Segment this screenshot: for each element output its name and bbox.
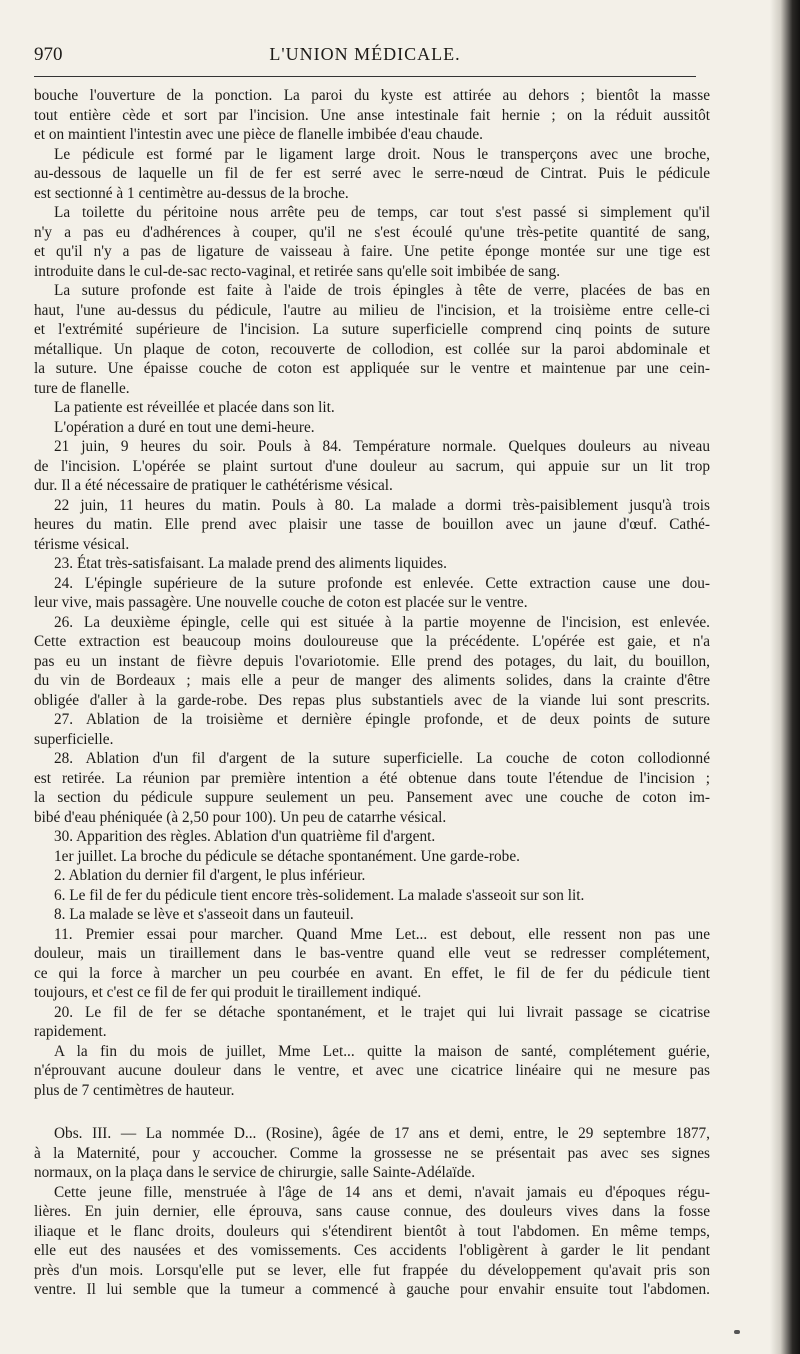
text-line: superficielle.	[34, 730, 114, 748]
text-line: normaux, on la plaça dans le service de chirurgie, salle Sainte-Adélaïde.	[34, 1164, 476, 1181]
text-line: près d'un mois. Lorsqu'elle put se lever, elle fut frappée du développement qu'avait pris son	[34, 1261, 710, 1279]
text-line: Cette extraction est beaucoup moins douloureuse que la précédente. L'opérée est gaie, et n'a	[34, 633, 710, 650]
text-line: A la fin du mois de juillet, Mme Let... quitte la maison de santé, complétement guérie,	[54, 1042, 710, 1060]
scan-mark	[734, 1330, 740, 1334]
text-line: La suture profonde est faite à l'aide de trois épingles à tête de verre, placées de bas en	[54, 282, 710, 299]
text-line: heures du matin. Elle prend avec plaisir une tasse de bouillon avec un jaune d'œuf. Cathé-	[34, 516, 710, 533]
text-line: lières. En juin dernier, elle éprouva, sans cause connue, des douleurs vives dans la fosse	[34, 1203, 710, 1220]
text-line: 30. Apparition des règles. Ablation d'un quatrième fil d'argent.	[54, 828, 436, 845]
text-line: bouche l'ouverture de la ponction. La paroi du kyste est attirée au dehors ; bientôt la masse	[34, 87, 710, 104]
text-line: à la Maternité, pour y accoucher. Comme la grossesse ne se présentait pas avec ses signes	[34, 1144, 710, 1162]
text-line: 8. La malade se lève et s'asseoit dans un fauteuil.	[54, 906, 354, 923]
text-line: ture de flanelle.	[34, 379, 130, 397]
text-line: et qu'il n'y a pas de ligature de vaisseau à faire. Une petite éponge montée sur une tige est	[34, 243, 710, 260]
text-line: elle eut des nausées et des vomissements. Ces accidents l'obligèrent à garder le lit pendant	[34, 1242, 710, 1259]
text-line: 24. L'épingle supérieure de la suture profonde est enlevée. Cette extraction cause une dou-	[54, 574, 710, 592]
text-line: toujours, et c'est ce fil de fer qui produit le tiraillement indiqué.	[34, 984, 422, 1001]
text-line: la suture. Une épaisse couche de coton est appliquée sur le ventre et maintenue par une cein-	[34, 360, 710, 377]
text-line: rapidement.	[34, 1023, 107, 1040]
text-line: La patiente est réveillée et placée dans son lit.	[54, 399, 335, 416]
text-line: ventre. Il lui semble que la tumeur a commencé à gauche pour envahir ensuite tout l'abdomen.	[34, 1281, 710, 1298]
text-line: du vin de Bordeaux ; mais elle a peur de manger des aliments solides, dans la crainte d'être	[34, 672, 710, 689]
body-text	[34, 86, 710, 1300]
text-line: 1er juillet. La broche du pédicule se détache spontanément. Une garde-robe.	[54, 847, 520, 865]
page-header	[34, 40, 696, 70]
text-line: est sectionné à 1 centimètre au-dessus de la broche.	[34, 184, 349, 202]
text-line: n'éprouvant aucune douleur dans le ventre, et avec une cicatrice linéaire qui ne mesure pas	[34, 1062, 710, 1079]
text-line: haut, l'une au-dessus du pédicule, l'autre au milieu de l'incision, et la troisième entre celle-ci	[34, 301, 710, 319]
text-line: 20. Le fil de fer se détache spontanément, et le trajet qui lui livrait passage se cicatrise	[54, 1003, 710, 1021]
text-line: leur vive, mais passagère. Une nouvelle couche de coton est placée sur le ventre.	[34, 594, 528, 611]
text-line: de l'incision. L'opérée se plaint surtout d'une douleur au sacrum, qui appuie sur un lit trop	[34, 457, 710, 475]
text-line: La toilette du péritoine nous arrête peu de temps, car tout s'est passé si simplement qu'il	[54, 204, 710, 221]
text-line: iliaque et le flanc droits, douleurs qui s'étendirent bientôt à tout l'abdomen. En même temps,	[34, 1222, 710, 1240]
text-line: est retirée. La réunion par première intention a été obtenue dans toute l'étendue de l'incision ;	[34, 769, 710, 787]
text-line: Le pédicule est formé par le ligament large droit. Nous le transperçons avec une broche,	[54, 145, 710, 163]
text-line: douleur, mais un tiraillement dans le bas-ventre quand elle veut se redresser complétement,	[34, 945, 710, 962]
text-line: 26. La deuxième épingle, celle qui est située à la partie moyenne de l'incision, est enlevée.	[54, 613, 710, 631]
text-line: 28. Ablation d'un fil d'argent de la suture superficielle. La couche de coton collodionné	[54, 750, 710, 767]
text-line: térisme vésical.	[34, 535, 130, 553]
text-line: bibé d'eau phéniquée (à 2,50 pour 100). Un peu de catarrhe vésical.	[34, 808, 447, 826]
text-line: 21 juin, 9 heures du soir. Pouls à 84. Température normale. Quelques douleurs au niveau	[54, 438, 710, 455]
text-line: au-dessous de laquelle un fil de fer est serré avec le serre-nœud de Cintrat. Puis le pédicule	[34, 165, 710, 182]
text-line: métallique. Un plaque de coton, recouverte de collodion, est collée sur la paroi abdominale et	[34, 340, 710, 358]
text-line: 27. Ablation de la troisième et dernière épingle profonde, et de deux points de suture	[54, 711, 710, 728]
text-line: et l'extrémité supérieure de l'incision. La suture superficielle comprend cinq points de suture	[34, 321, 710, 338]
text-line: obligée d'aller à la garde-robe. Des repas plus substantiels avec de la viande lui sont prescrits.	[34, 691, 710, 709]
text-line: et on maintient l'intestin avec une pièce de flanelle imbibée d'eau chaude.	[34, 126, 483, 143]
text-line: tout entière cède et sort par l'incision. Une anse intestinale fait hernie ; on la réduit aussitôt	[34, 106, 710, 124]
text-line: 2. Ablation du dernier fil d'argent, le plus inférieur.	[54, 867, 366, 884]
page-number: 970	[34, 44, 63, 65]
text-line: L'opération a duré en tout une demi-heure.	[54, 418, 315, 436]
text-line: 23. État très-satisfaisant. La malade prend des aliments liquides.	[54, 555, 447, 572]
text-line: 6. Le fil de fer du pédicule tient encore très-solidement. La malade s'asseoit sur son lit.	[54, 886, 585, 904]
text-line: Cette jeune fille, menstruée à l'âge de 14 ans et demi, n'avait jamais eu d'époques régu-	[54, 1183, 710, 1201]
text-line: introduite dans le cul-de-sac recto-vaginal, et retirée sans qu'elle soit imbibée de sang.	[34, 262, 561, 280]
text-line: n'y a pas eu d'adhérences à couper, qu'il ne s'est écoulé qu'une très-petite quantité de sang,	[34, 223, 710, 241]
text-line: pas eu un instant de fièvre depuis l'ovariotomie. Elle prend des potages, du lait, du bouillon,	[34, 652, 710, 670]
text-line: dur. Il a été nécessaire de pratiquer le cathétérisme vésical.	[34, 477, 393, 494]
page-edge-shadow	[770, 0, 800, 1354]
text-line: 11. Premier essai pour marcher. Quand Mme Let... est debout, elle ressent non pas une	[54, 925, 710, 943]
text-line: ce qui la force à marcher un peu courbée en avant. En effet, le fil de fer du pédicule tient	[34, 964, 710, 982]
text-line: 22 juin, 11 heures du matin. Pouls à 80. La malade a dormi très-paisiblement jusqu'à trois	[54, 496, 710, 514]
text-line: la section du pédicule suppure seulement un peu. Pansement avec une couche de coton im-	[34, 789, 710, 806]
text-line: Obs. III. — La nommée D... (Rosine), âgée de 17 ans et demi, entre, le 29 septembre 1877,	[54, 1125, 710, 1142]
header-rule	[34, 76, 696, 77]
text-line: plus de 7 centimètres de hauteur.	[34, 1081, 235, 1099]
running-title: L'UNION MÉDICALE.	[269, 44, 461, 64]
